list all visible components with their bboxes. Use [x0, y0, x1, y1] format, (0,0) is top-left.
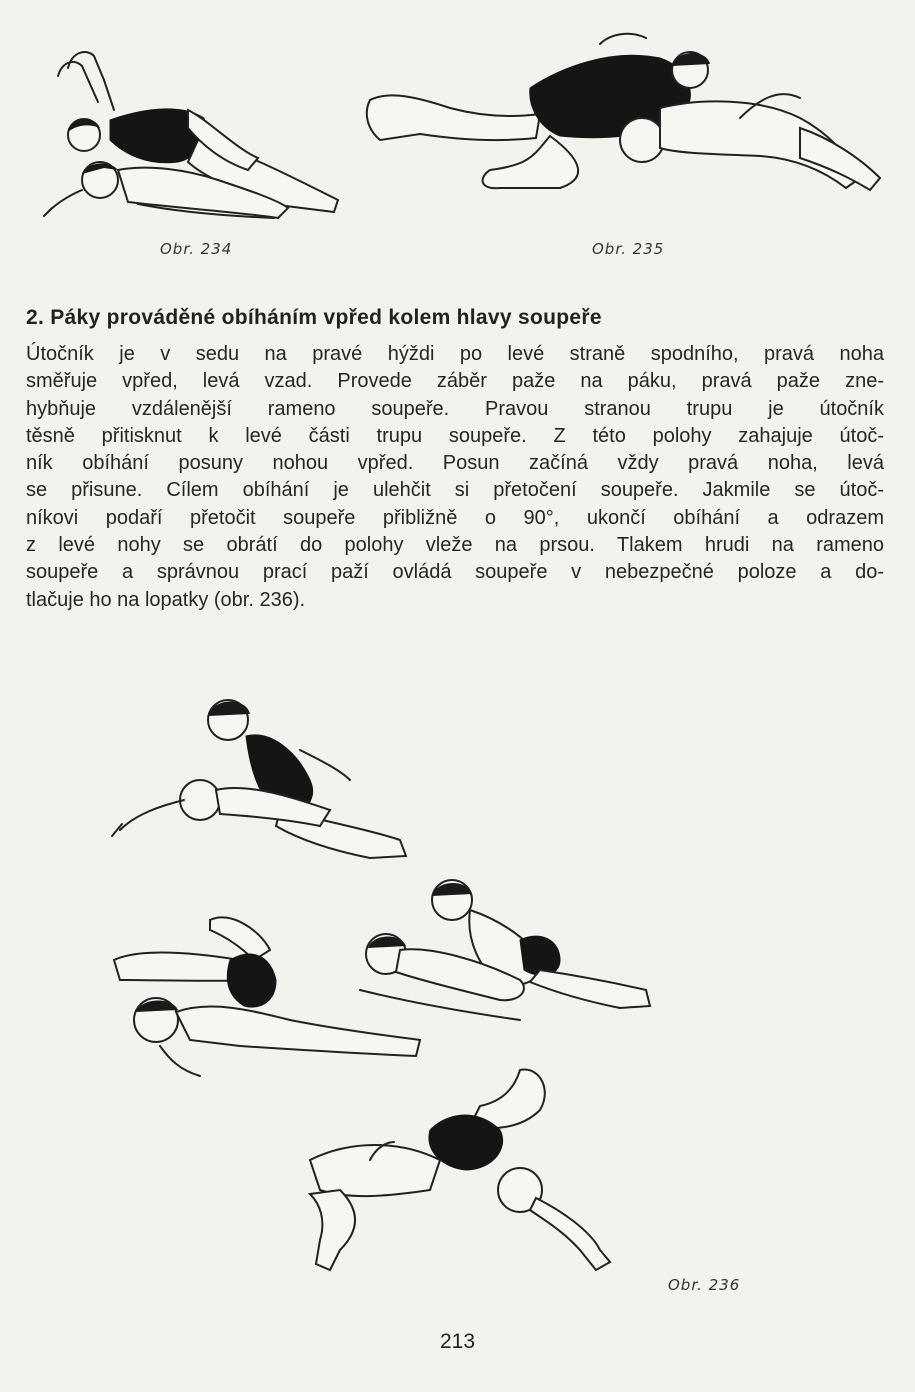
- text-line: níkovi podaří přetočit soupeře přibližně o 90°, ukončí obíhání a odrazem: [26, 506, 884, 529]
- figure-235-illustration: [360, 28, 890, 228]
- figure-236-caption: Obr. 236: [668, 1276, 741, 1294]
- page-number: 213: [439, 1330, 476, 1353]
- text-line: se přisune. Cílem obíhání je ulehčit si přetočení soupeře. Jakmile se útoč-: [26, 479, 884, 502]
- body-paragraph: [26, 341, 884, 614]
- figure-236-illustration: [100, 690, 680, 1290]
- fig236-phase-4: [310, 1070, 610, 1270]
- text-line: z levé nohy se obrátí do polohy vleže na prsou. Tlakem hrudi na rameno: [26, 534, 884, 557]
- figure-235-caption: Obr. 235: [592, 240, 665, 258]
- fig236-phase-2: [360, 880, 650, 1020]
- fig236-phase-1: [112, 700, 406, 858]
- text-line: hybňuje vzdálenější rameno soupeře. Pravou stranou trupu je útočník: [26, 397, 884, 420]
- section-heading: 2. Páky prováděné obíháním vpřed kolem hlavy soupeře: [26, 306, 602, 329]
- figure-234-illustration: [38, 40, 358, 230]
- text-line: Útočník je v sedu na pravé hýždi po levé straně spodního, pravá noha: [26, 343, 884, 365]
- text-line: těsně přitisknut k levé části trupu soupeře. Z této polohy zahajuje útoč-: [26, 424, 884, 447]
- text-line: ník obíhání posuny nohou vpřed. Posun začíná vždy pravá noha, levá: [26, 452, 884, 475]
- text-line: směřuje vpřed, levá vzad. Provede záběr paže na páku, pravá paže zne-: [26, 370, 884, 393]
- figure-234-caption: Obr. 234: [160, 240, 233, 258]
- text-line: soupeře a správnou prací paží ovládá soupeře v nebezpečné poloze a do-: [26, 561, 884, 584]
- text-line: tlačuje ho na lopatky (obr. 236).: [26, 588, 306, 611]
